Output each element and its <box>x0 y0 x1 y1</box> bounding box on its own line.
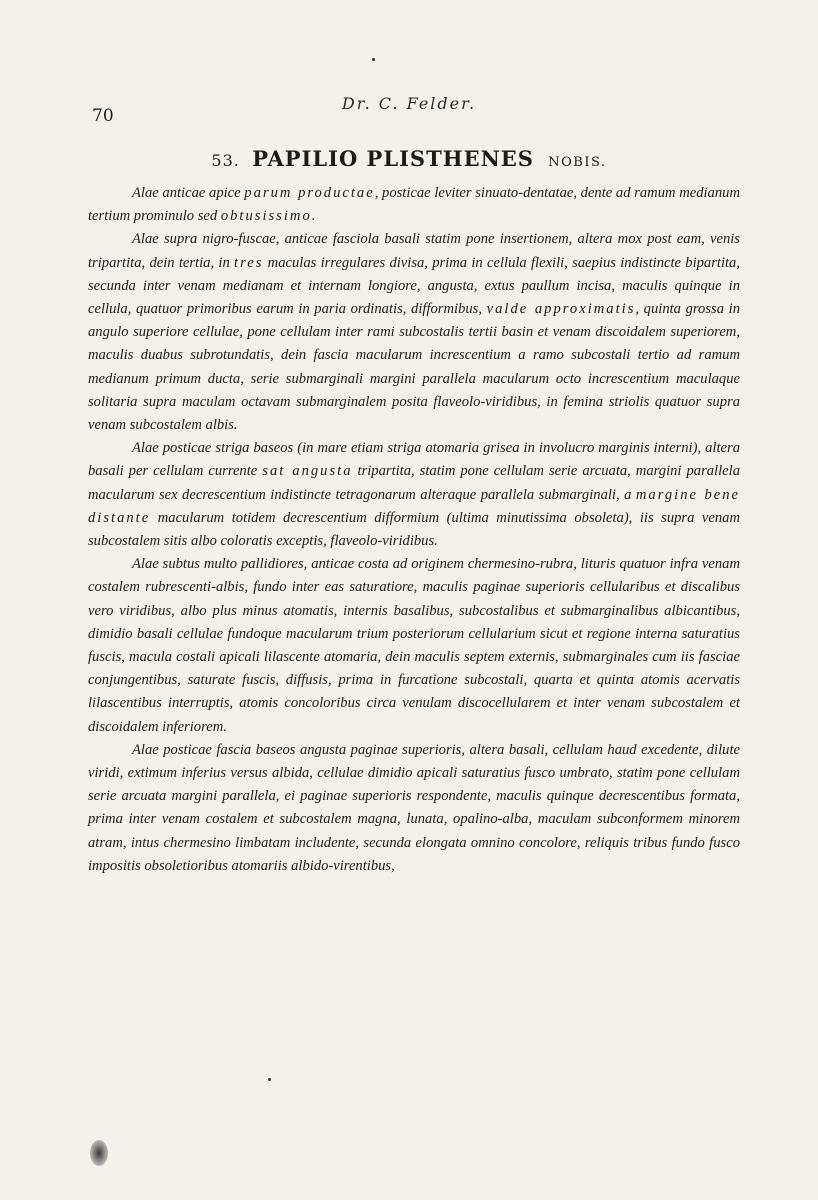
running-head: Dr. C. Felder. <box>341 94 477 113</box>
species-heading <box>0 146 818 171</box>
paragraph-4: Alae subtus multo pallidiores, anticae costa ad originem chermesino-rubra, lituris quatuor infra venam costalem rubrescenti-albis, fundo inter eas saturatiore, maculis paginae superioris cellularibus et discalibus vero viridibus, albo plus minus atomatis, internis basalibus, subcostalibus et submarginalibus albicantibus, dimidio basali cellulae fundoque macularum trium posteriorum cellularium sicut et regione interna saturatius fuscis, macula costali apicali lilascente atomaria, dein maculis septem externis, submarginales cum iis fasciae conjungentibus, saturate fuscis, diffusis, prima in furcatione subcostali, quarta et quinta atomis acervatis lilascentibus interruptis, atomis concoloribus circa venulam discocellularem et inter venam subcostalem et discoidalem inferiorem. <box>88 556 740 735</box>
paragraph-1: Alae anticae apice parum productae, posticae leviter sinuato-dentatae, dente ad ramum medianum tertium prominulo sed obtusissimo. <box>88 185 740 225</box>
species-number: 53. <box>211 151 240 170</box>
paragraph-2: Alae supra nigro-fuscae, anticae fasciola basali statim pone insertionem, altera mox post eam, venis tripartita, dein tertia, in tres maculas irregulares divisa, prima in cellula flexili, saepius indistincte bipartita, secunda inter venam medianam et internam longiore, angusta, extus paullum incisa, maculis quinque in cellula, quatuor primoribus earum in paria ordinatis, difformibus, valde approximatis, quinta grossa in angulo superiore cellulae, pone cellulam inter rami subcostalis tertii basin et venam discoidalem superiorem, maculis duabus subrotundatis, dein fascia macularum increscentium a ramo subcostali tertio ad ramum medianum primum ducta, serie submarginali margini parallela macularum octo increscentium maculaque solitaria supra maculam octavam submarginalem posita flaveolo-viridibus, in femina striolis quatuor supra venam subcostalem albis. <box>88 231 741 434</box>
print-speck <box>372 58 375 61</box>
species-title: PAPILIO PLISTHENES <box>252 146 534 171</box>
species-author: NOBIS. <box>548 155 607 170</box>
print-speck <box>268 1078 271 1081</box>
body-text <box>88 182 740 878</box>
page-number: 70 <box>92 106 114 126</box>
paragraph-5: Alae posticae fascia baseos angusta paginae superioris, altera basali, cellulam haud excedente, dilute viridi, extimum inferius versus albida, cellulae dimidio apicali saturatius fusco umbrato, statim pone cellulam serie arcuata margini parallela, ei paginae superioris respondente, maculis quinque decrescentibus formata, prima inter venam costalem et subcostalem magna, lunata, opalino-alba, maculam subconformem minorem atram, intus chermesino limbatam includente, secunda elongata omnino concolore, reliquis tribus fundo fusco impositis obsoletioribus atomariis albido-virentibus, <box>88 741 740 874</box>
ink-smudge <box>90 1140 108 1166</box>
paragraph-3: Alae posticae striga baseos (in mare etiam striga atomaria grisea in involucro marginis interni), altera basali per cellulam currente sat angusta tripartita, statim pone cellulam serie arcuata, margini parallela macularum sex decrescentium indistincte tetragonarum alteraque parallela submarginali, a margine bene distante macularum totidem decrescentium difformium (ultima minutissima obsoleta), iis supra venam subcostalem sitis albo coloratis exceptis, flaveolo-viridibus. <box>88 440 740 550</box>
